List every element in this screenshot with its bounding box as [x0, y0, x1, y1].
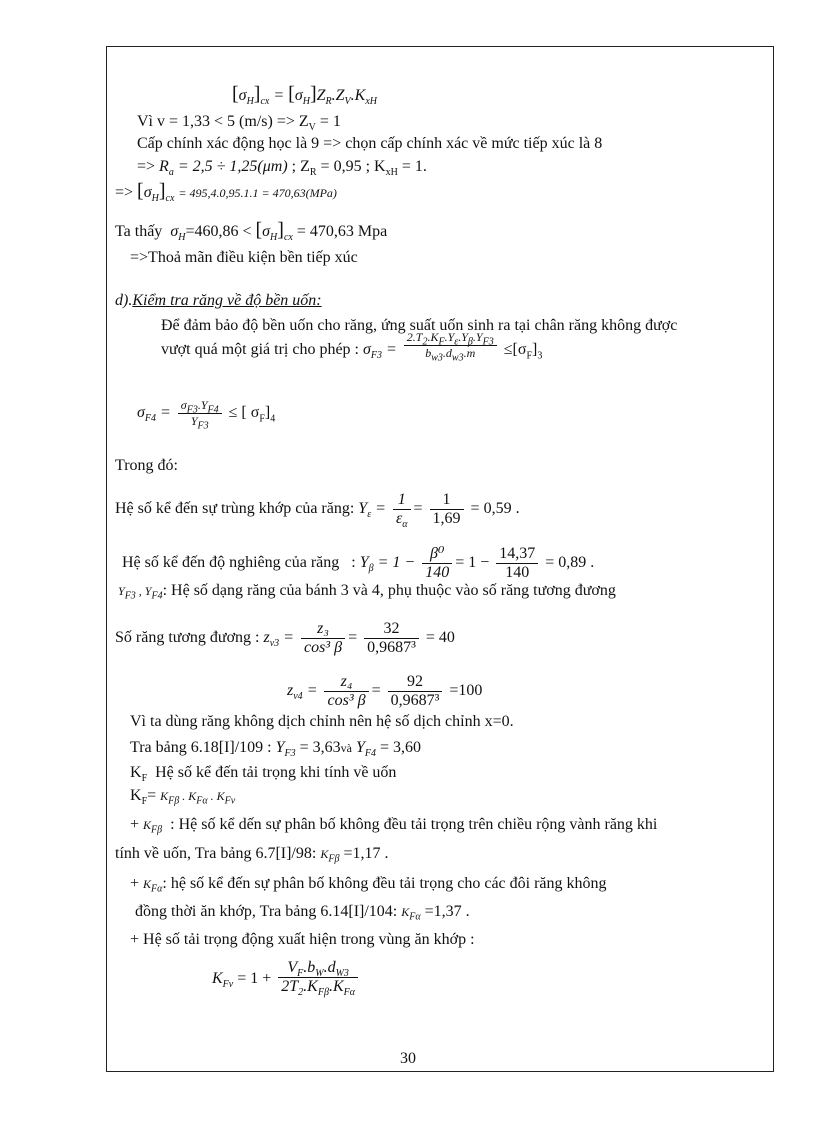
eq-sigma-f4: $\sigma_{F4}$ = $\frac{\sigma_{F3}.Y_{F4}}{Y_{F3}}$ ≤ [ $\sigma_F]_4$	[137, 398, 276, 432]
eq-sigma-f3: vượt quá một giá trị cho phép : $\sigma_{F3}$ = $\frac{2.T_2.K_F.Y_\varepsilon.Y_\beta.Y_{F3}}{b_{w3}.d_{w3}.m}$ $\le[\sigma_F]_3$	[161, 330, 543, 364]
eq-zv3: Số răng tương đương : $z_{v3}$ = $\frac{\text{z₃}}{\text{cos³ β}}$ = $\frac{32}{\text{0,9687³}}$ = 40	[115, 620, 455, 656]
eq-zv4: $z_{v4}$ = $\frac{\text{z₄}}{\text{cos³ β}}$ = $\frac{92}{\text{0,9687³}}$ =100	[287, 673, 483, 709]
kf-eq: $K_F= K_{F\beta}$ . $K_{F\alpha}$ . $K_{Fv}$	[130, 787, 236, 808]
kf-heading: $K_F$ Hệ số kể đến tải trọng khi tính về uốn	[130, 764, 397, 785]
tra-bang-618: Tra bảng 6.18[I]/109 : $Y_{F3}$ = 3,63và $Y_{F4} = 3,60$	[130, 739, 422, 760]
line-ta-thay: Ta thấy $\sigma_H=460,86 < [\sigma_H]_{cx} = 470,63$ Mpa	[115, 219, 388, 244]
page-number: 30	[400, 1050, 416, 1067]
para-de-dam-bao: Để đảm bảo độ bền uốn cho răng, ứng suất uốn sinh ra tại chân răng không được	[161, 317, 678, 334]
yf-desc: $Y_{F3}$ , $Y_{F4}$: Hệ số dạng răng của bánh 3 và 4, phụ thuộc vào số răng tương đương	[118, 582, 616, 602]
eq-kfv: $K_{Fv} = 1$ + $\frac{V_F.b_W.d_{W3}}{2T_2.K_{F\beta}.K_{F\alpha}}$	[212, 963, 361, 996]
line-ra: => $R_a = 2,5 \div 1,25(\mu m)$ ; $Z_R = 0,95$ ; $K_{xH} = 1$.	[137, 158, 427, 179]
kfb-desc2: tính về uốn, Tra bảng 6.7[I]/98: $K_{F\beta} =1,17$ .	[115, 845, 389, 865]
line-cap: Cấp chính xác động học là 9 => chọn cấp chính xác về mức tiếp xúc là 8	[137, 135, 603, 152]
line-v: Vì v = 1,33 < 5 $(m/s) => Z_V = 1$	[137, 113, 341, 134]
eq-y-epsilon: Hệ số kể đến sự trùng khớp của răng: $Y_\varepsilon$ = $\frac{1}{\varepsilon_\alpha}$ = $\frac{1}{1,69}$ = 0,59 .	[115, 491, 520, 531]
eq-sigma-h-cx: $[\sigma_H]_{cx} = [\sigma_H]Z_R.Z_V.K_{xH}$	[232, 83, 377, 108]
kfa-desc2: đồng thời ăn khớp, Tra bảng 6.14[I]/104: $K_{F\alpha} =1,37$ .	[135, 903, 470, 923]
line-sigma-cx: => $[\sigma_H]_{cx} = 495,4.0,95.1.1 = 470,63(MPa)$	[115, 180, 337, 205]
section-heading-d: d).Kiểm tra răng về độ bền uốn:	[115, 292, 322, 309]
kfv-desc: + Hệ số tải trọng động xuất hiện trong vùng ăn khớp :	[130, 931, 475, 948]
eq-y-beta: Hệ số kể đến độ nghiêng của răng : $Y_\beta = 1$ − $\frac{\text{β⁰}}{140}$ = 1 − $\frac{14,37}{140}$ = 0,89 .	[122, 545, 595, 581]
trong-do: Trong đó:	[115, 457, 178, 474]
kfb-desc: + $K_{F\beta}$ : Hệ số kể dến sự phân bố không đều tải trọng trên chiều rộng vành răng khi	[130, 816, 658, 836]
vi-ta-dung: Vì ta dùng răng không dịch chỉnh nên hệ số dịch chỉnh x=0.	[130, 713, 514, 730]
line-thoa-man: =>Thoả mãn điều kiện bền tiếp xúc	[130, 249, 358, 266]
kfa-desc: + $K_{F\alpha}$: hệ số kể đến sự phân bố không đều tải trọng cho các đôi răng không	[130, 875, 607, 895]
